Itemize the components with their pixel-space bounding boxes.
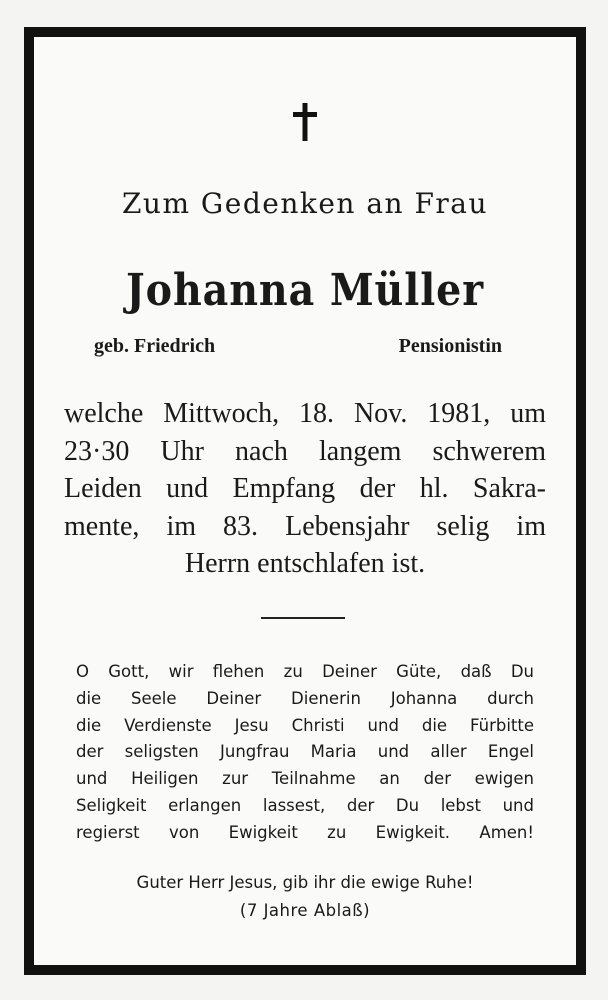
divider — [261, 617, 345, 619]
occupation: Pensionistin — [398, 335, 502, 357]
bio-line: Herrn entschlafen ist. — [184, 548, 426, 579]
memorial-heading: Zum Gedenken an Frau — [121, 187, 489, 220]
maiden-name: geb. Friedrich — [94, 335, 216, 357]
bio-line: mente, im 83. Lebensjahr selig im — [64, 510, 546, 542]
closing-plea: Guter Herr Jesus, gib ihr die ewige Ruhe! — [136, 873, 474, 892]
bio-line: Leiden und Empfang der hl. Sakra- — [64, 473, 546, 504]
deceased-name: Johanna Müller — [125, 265, 485, 316]
memorial-card — [24, 27, 586, 975]
prayer-line: regierst von Ewigkeit zu Ewigkeit. Amen! — [76, 822, 534, 842]
death-notice-text — [64, 395, 546, 583]
prayer-line: O Gott, wir flehen zu Deiner Güte, daß Du — [76, 662, 534, 681]
prayer-line: der seligsten Jungfrau Maria und aller Engel — [76, 742, 534, 762]
cross-icon — [34, 103, 576, 141]
card-content — [34, 37, 576, 965]
bio-line: welche Mittwoch, 18. Nov. 1981, um — [64, 398, 546, 429]
prayer-line: Seligkeit erlangen lassest, der Du lebst und — [76, 795, 534, 815]
prayer-line: und Heiligen zur Teilnahme an der ewigen — [76, 769, 534, 789]
prayer-line: die Seele Deiner Dienerin Johanna durch — [76, 688, 534, 708]
bio-line: 23·30 Uhr nach langem schwerem — [64, 435, 546, 467]
prayer-text — [76, 659, 534, 847]
indulgence-note: (7 Jahre Ablaß) — [239, 901, 371, 920]
prayer-line: die Verdienste Jesu Christi und die Fürbitte — [76, 715, 534, 735]
